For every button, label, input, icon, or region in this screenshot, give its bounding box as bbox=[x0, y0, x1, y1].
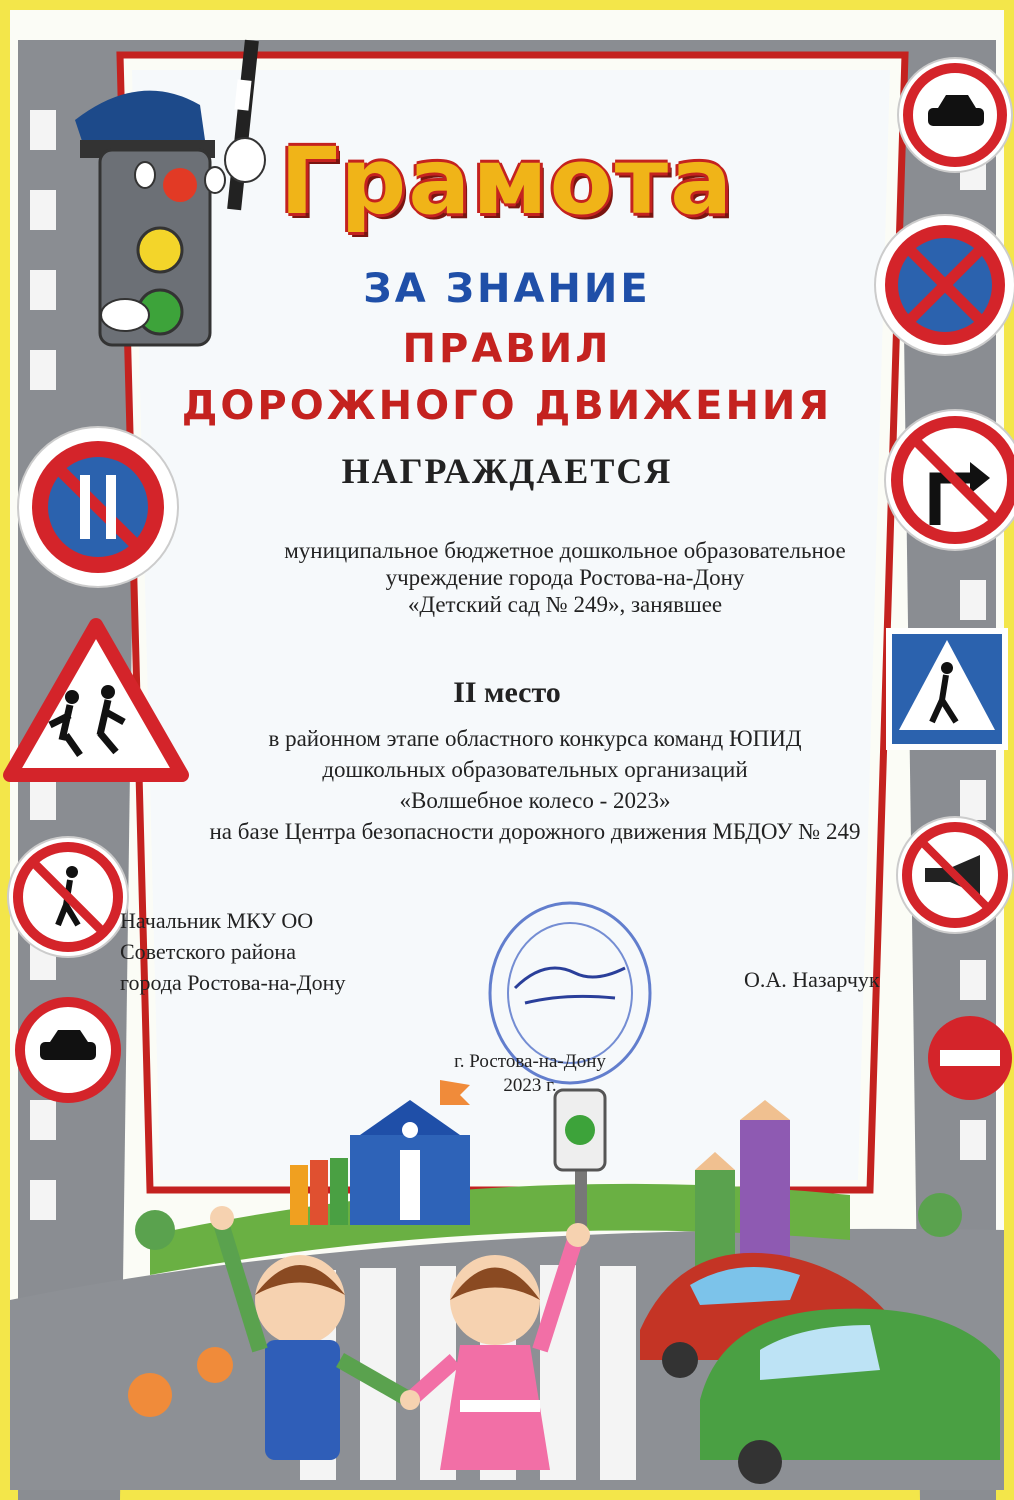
signatory-line-1: Начальник МКУ ОО bbox=[120, 908, 314, 933]
subtitle-line-1: ЗА ЗНАНИЕ bbox=[363, 266, 651, 312]
year-text: 2023 г. bbox=[503, 1075, 557, 1096]
green-car-icon bbox=[700, 1309, 1000, 1484]
recipient-organization bbox=[240, 537, 890, 618]
signatory-block bbox=[120, 905, 345, 998]
car-sign-icon bbox=[20, 1002, 116, 1098]
org-line-1: муниципальное бюджетное дошкольное образовательное bbox=[284, 538, 846, 563]
body-line-2: дошкольных образовательных организаций bbox=[322, 757, 748, 782]
subtitle-line-3: ДОРОЖНОГО ДВИЖЕНИЯ bbox=[181, 383, 833, 429]
signatory-name: О.А. Назарчук bbox=[744, 967, 880, 992]
body-line-4: на базе Центра безопасности дорожного движения МБДОУ № 249 bbox=[209, 819, 861, 844]
signatory-line-2: Советского района bbox=[120, 939, 296, 964]
signatory-line-3: города Ростова-на-Дону bbox=[120, 970, 346, 995]
body-line-3: «Волшебное колесо - 2023» bbox=[399, 788, 671, 813]
body-line-1: в районном этапе областного конкурса команд ЮПИД bbox=[268, 726, 802, 751]
competition-description bbox=[120, 723, 950, 847]
certificate-title: Грамота bbox=[279, 128, 735, 235]
subtitle-line-2: ПРАВИЛ bbox=[402, 326, 612, 372]
no-pedestrians-sign-icon bbox=[8, 837, 128, 957]
place-and-date bbox=[380, 1050, 680, 1098]
org-line-3: «Детский сад № 249», занявшее bbox=[407, 592, 723, 617]
city-text: г. Ростова-на-Дону bbox=[454, 1051, 606, 1072]
awarded-heading: НАГРАЖДАЕТСЯ bbox=[341, 451, 673, 491]
no-entry-sign-icon bbox=[928, 1016, 1012, 1100]
place-heading: II место bbox=[453, 676, 561, 709]
org-line-2: учреждение города Ростова-на-Дону bbox=[385, 565, 745, 590]
